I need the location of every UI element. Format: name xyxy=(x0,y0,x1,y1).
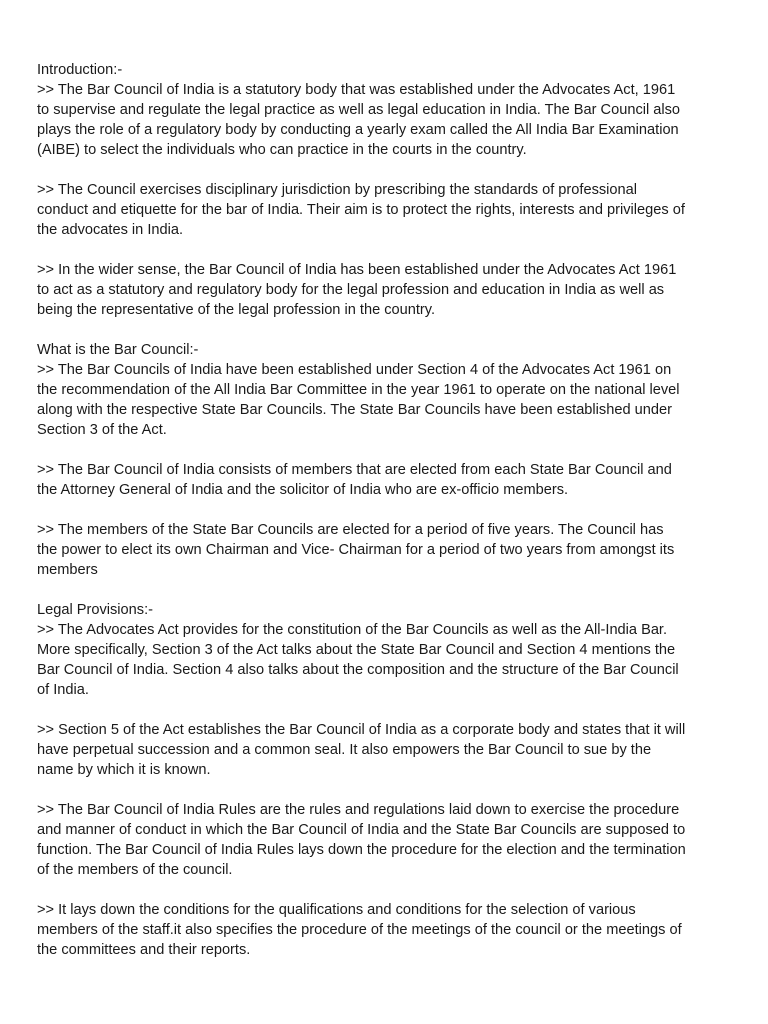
text-line: the Attorney General of India and the solicitor of India who are ex-officio members. xyxy=(37,482,569,498)
text-line: >> The members of the State Bar Councils are elected for a period of five years. The Council has xyxy=(37,522,664,538)
section-heading-introduction: Introduction:- xyxy=(37,62,123,78)
text-line: More specifically, Section 3 of the Act talks about the State Bar Council and Section 4 mentions the xyxy=(37,642,676,658)
paragraph-election-period xyxy=(37,520,737,580)
paragraph-wider-sense xyxy=(37,260,737,320)
text-line: of the members of the council. xyxy=(37,862,233,878)
text-line: conduct and etiquette for the bar of India. Their aim is to protect the rights, interests and privileges of xyxy=(37,202,685,218)
text-line: of India. xyxy=(37,682,89,698)
text-line: >> The Bar Councils of India have been established under Section 4 of the Advocates Act 1961 on xyxy=(37,362,672,378)
paragraph-members-composition xyxy=(37,460,737,500)
text-line: to act as a statutory and regulatory body for the legal profession and education in India as well as xyxy=(37,282,665,298)
text-line: >> In the wider sense, the Bar Council of India has been established under the Advocates Act 1961 xyxy=(37,262,677,278)
text-line: the recommendation of the All India Bar Committee in the year 1961 to operate on the national level xyxy=(37,382,680,398)
text-line: have perpetual succession and a common seal. It also empowers the Bar Council to sue by the xyxy=(37,742,652,758)
document-page xyxy=(37,60,737,980)
text-line: the advocates in India. xyxy=(37,222,184,238)
text-line: being the representative of the legal profession in the country. xyxy=(37,302,436,318)
text-line: and manner of conduct in which the Bar Council of India and the State Bar Councils are supposed to xyxy=(37,822,686,838)
text-line: along with the respective State Bar Councils. The State Bar Councils have been established under xyxy=(37,402,672,418)
paragraph-legal-provisions xyxy=(37,600,737,700)
text-line: the committees and their reports. xyxy=(37,942,251,958)
text-line: >> It lays down the conditions for the qualifications and conditions for the selection of various xyxy=(37,902,636,918)
paragraph-staff-conditions xyxy=(37,900,737,960)
paragraph-disciplinary-jurisdiction xyxy=(37,180,737,240)
paragraph-section-5 xyxy=(37,720,737,780)
text-line: members of the staff.it also specifies the procedure of the meetings of the council or the meetings of xyxy=(37,922,682,938)
text-line: >> The Bar Council of India is a statutory body that was established under the Advocates Act, 1961 xyxy=(37,82,676,98)
text-line: >> The Bar Council of India consists of members that are elected from each State Bar Council and xyxy=(37,462,672,478)
text-line: >> The Bar Council of India Rules are the rules and regulations laid down to exercise the procedure xyxy=(37,802,680,818)
text-line: >> The Advocates Act provides for the constitution of the Bar Councils as well as the All-India Bar. xyxy=(37,622,668,638)
text-line: members xyxy=(37,562,98,578)
text-line: name by which it is known. xyxy=(37,762,211,778)
paragraph-bar-council-rules xyxy=(37,800,737,880)
text-line: Section 3 of the Act. xyxy=(37,422,167,438)
text-line: function. The Bar Council of India Rules lays down the procedure for the election and the termination xyxy=(37,842,686,858)
text-line: plays the role of a regulatory body by conducting a yearly exam called the All India Bar Examination xyxy=(37,122,679,138)
text-line: (AIBE) to select the individuals who can practice in the courts in the country. xyxy=(37,142,527,158)
text-line: Bar Council of India. Section 4 also talks about the composition and the structure of the Bar Council xyxy=(37,662,679,678)
section-heading-what-is-bar-council: What is the Bar Council:- xyxy=(37,342,199,358)
text-line: the power to elect its own Chairman and Vice- Chairman for a period of two years from amongst its xyxy=(37,542,675,558)
section-heading-legal-provisions: Legal Provisions:- xyxy=(37,602,153,618)
text-line: >> The Council exercises disciplinary jurisdiction by prescribing the standards of professional xyxy=(37,182,637,198)
text-line: to supervise and regulate the legal practice as well as legal education in India. The Bar Council also xyxy=(37,102,681,118)
paragraph-introduction xyxy=(37,60,737,160)
text-line: >> Section 5 of the Act establishes the Bar Council of India as a corporate body and states that it will xyxy=(37,722,686,738)
paragraph-what-is-bar-council xyxy=(37,340,737,440)
